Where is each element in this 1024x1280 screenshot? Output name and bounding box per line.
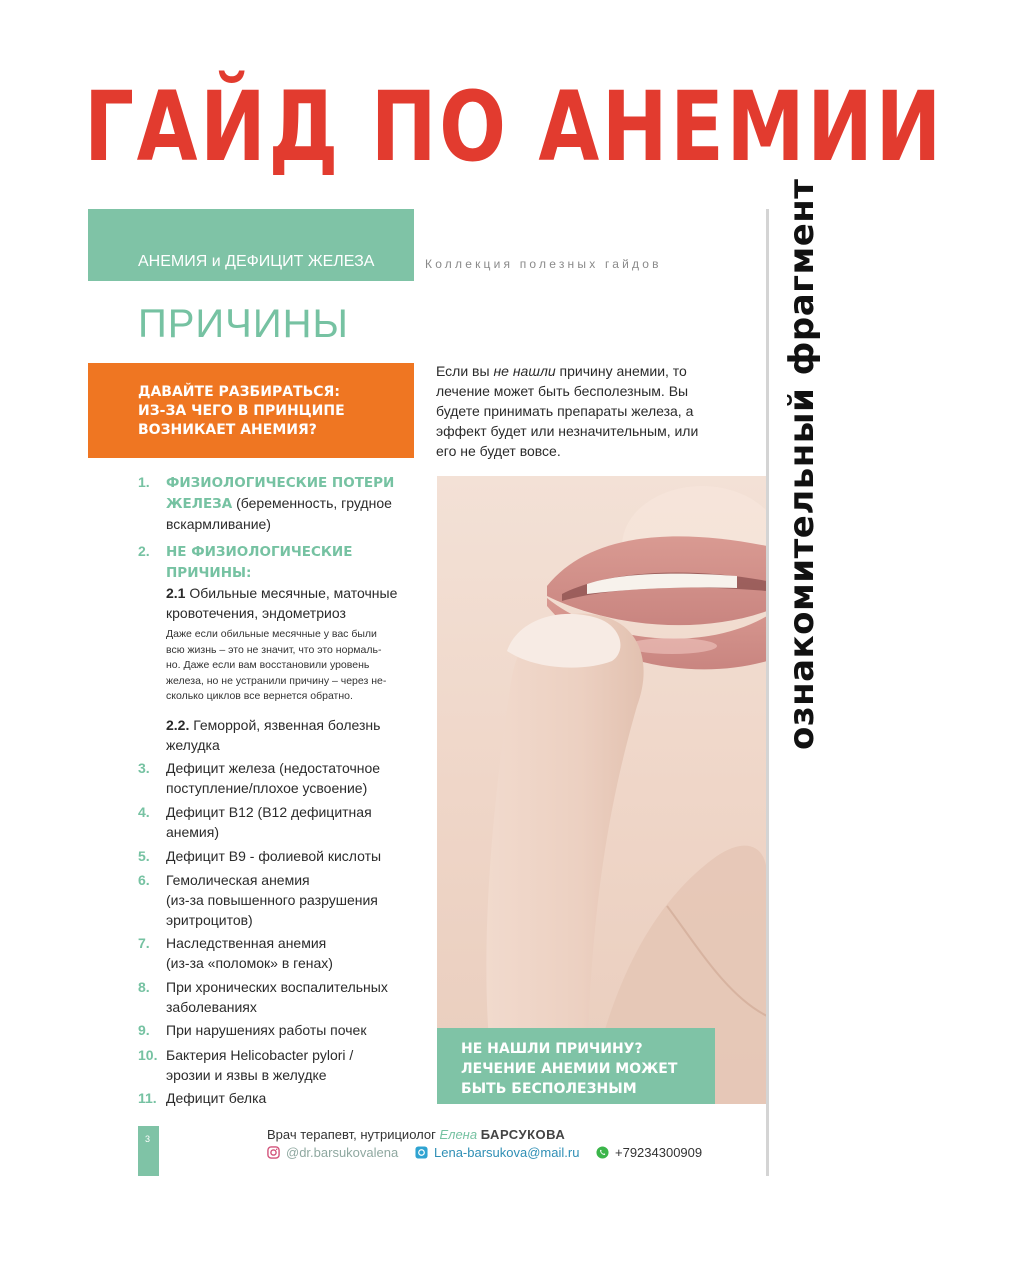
- email-icon: [415, 1146, 428, 1159]
- instagram-contact[interactable]: [267, 1145, 398, 1160]
- callout-line: ЛЕЧЕНИЕ АНЕМИИ МОЖЕТ: [461, 1061, 678, 1077]
- question-line: ИЗ-ЗА ЧЕГО В ПРИНЦИПЕ: [138, 403, 345, 419]
- author-line: [267, 1127, 565, 1142]
- guide-title: ГАЙД ПО АНЕМИИ: [84, 71, 944, 183]
- question-line: ДАВАЙТЕ РАЗБИРАТЬСЯ:: [138, 384, 340, 400]
- author-last-name: БАРСУКОВА: [480, 1127, 566, 1142]
- phone-contact[interactable]: [596, 1145, 702, 1160]
- intro-line: его не будет вовсе.: [436, 443, 561, 459]
- lips-photo-illustration: [437, 476, 767, 1104]
- intro-emphasis: не нашли: [493, 363, 556, 379]
- list-number: 1.: [138, 474, 150, 490]
- intro-paragraph: [436, 361, 736, 461]
- instagram-handle[interactable]: @dr.barsukovalena: [286, 1145, 399, 1160]
- collection-label: Коллекция полезных гайдов: [425, 257, 662, 271]
- question-line: ВОЗНИКАЕТ АНЕМИЯ?: [138, 422, 317, 438]
- list-item-text: Дефицит B9 - фолиевой кислоты: [166, 848, 382, 864]
- callout-line: НЕ НАШЛИ ПРИЧИНУ?: [461, 1041, 643, 1057]
- list-heading: НЕ ФИЗИОЛОГИЧЕСКИЕ: [166, 544, 353, 560]
- instagram-icon: [267, 1146, 280, 1159]
- callout-line: БЫТЬ БЕСПОЛЕЗНЫМ: [461, 1081, 637, 1097]
- list-number: 2.: [138, 543, 150, 559]
- list-note: Даже если обильные месячные у вас были всю жизнь – это не значит, что это нормаль- но. Даже если вам восстановили уровень железа, но не устранили причину – через не- сколько циклов все вернется обратно.: [166, 628, 387, 702]
- list-number: 5.: [138, 848, 150, 864]
- topic-banner: [88, 209, 414, 281]
- phone-number[interactable]: +79234300909: [615, 1145, 703, 1160]
- list-number: 10.: [138, 1047, 158, 1063]
- list-item-text: Наследственная анемия (из-за «поломок» в генах): [166, 935, 333, 971]
- side-caption: ознакомительный фрагмент: [782, 178, 822, 750]
- intro-line: будете принимать препараты железа, а: [436, 403, 694, 419]
- vertical-divider: [766, 209, 769, 1176]
- list-item-text: НЕ ФИЗИОЛОГИЧЕСКИЕ ПРИЧИНЫ: 2.1 Обильные месячные, маточные кровотечения, эндометриоз Даже если обильные месячные у вас были всю жизнь – это не значит, что это нормаль- но. Даже если вам восстановили уровень железа, но не устранили причину – через не- сколько циклов все вернется обратно. 2.2. Геморрой, язвенная болезнь желудка: [166, 541, 428, 755]
- email-contact[interactable]: [415, 1145, 579, 1160]
- email-address[interactable]: Lena-barsukova@mail.ru: [434, 1145, 580, 1160]
- list-number: 11.: [138, 1090, 157, 1106]
- page-number-tab: [138, 1126, 159, 1176]
- topic-banner-text: АНЕМИЯ и ДЕФИЦИТ ЖЕЛЕЗА: [138, 253, 375, 270]
- author-role: Врач терапевт, нутрициолог: [267, 1127, 440, 1142]
- whatsapp-icon: [596, 1146, 609, 1159]
- list-item-text: При хронических воспалительных заболеваниях: [166, 979, 388, 1015]
- question-box: [88, 363, 414, 458]
- list-item-text: При нарушениях работы почек: [166, 1022, 367, 1038]
- intro-line: лечение может быть бесполезным. Вы: [436, 383, 689, 399]
- list-item-text: Дефицит B12 (B12 дефицитная анемия): [166, 804, 372, 840]
- list-heading: ПРИЧИНЫ:: [166, 565, 252, 581]
- section-heading: ПРИЧИНЫ: [138, 302, 349, 346]
- list-heading: ЖЕЛЕЗА: [166, 496, 233, 512]
- sub-number: 2.2.: [166, 716, 190, 733]
- lips-photo: [437, 476, 767, 1104]
- list-heading: ФИЗИОЛОГИЧЕСКИЕ ПОТЕРИ: [166, 475, 395, 491]
- list-number: 8.: [138, 979, 150, 995]
- list-number: 9.: [138, 1022, 150, 1038]
- list-item-text: Бактерия Helicobacter pylori / эрозии и язвы в желудке: [166, 1047, 354, 1083]
- callout-box: [437, 1028, 715, 1104]
- list-number: 4.: [138, 804, 150, 820]
- list-number: 3.: [138, 760, 150, 776]
- intro-line: эффект будет или незначительным, или: [436, 423, 699, 439]
- list-item-text: Дефицит белка: [166, 1090, 267, 1106]
- list-number: 6.: [138, 872, 150, 888]
- intro-line: Если вы не нашли причину анемии, то: [436, 363, 687, 379]
- page-number: 3: [145, 1134, 151, 1144]
- list-number: 7.: [138, 935, 150, 951]
- list-item-text: Гемолическая анемия (из-за повышенного разрушения эритроцитов): [166, 872, 378, 928]
- sub-number: 2.1: [166, 585, 186, 601]
- list-item-text: Дефицит железа (недостаточное поступление/плохое усвоение): [166, 760, 381, 796]
- list-item-text: ФИЗИОЛОГИЧЕСКИЕ ПОТЕРИ ЖЕЛЕЗА (беременность, грудное вскармливание): [166, 475, 395, 532]
- author-first-name: Елена: [439, 1127, 478, 1142]
